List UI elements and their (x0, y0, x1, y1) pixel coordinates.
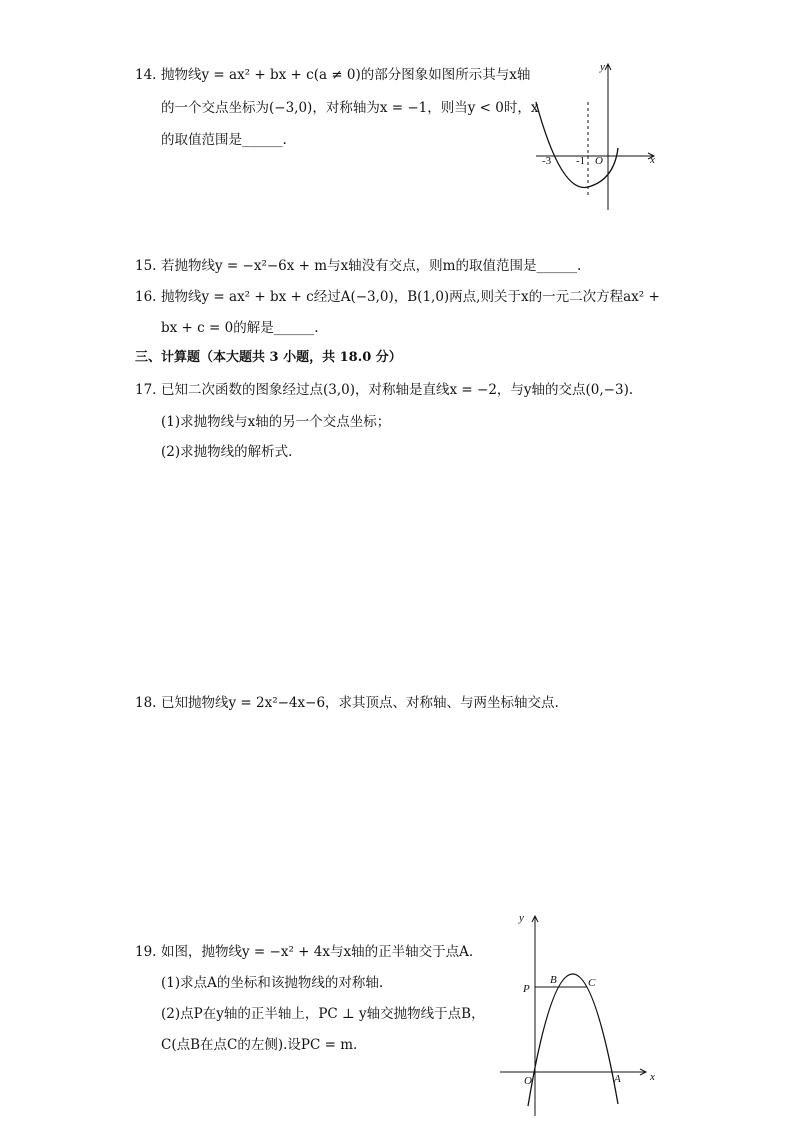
q14-label-o: O (595, 155, 603, 167)
q19-line1 (135, 943, 473, 961)
q14-figure (530, 58, 665, 213)
q16-line1 (135, 288, 660, 306)
q19-figure (498, 908, 660, 1118)
section-3-heading: 三、计算题（本大题共 3 小题，共 18.0 分） (135, 350, 402, 365)
q14-label-neg3: -3 (542, 155, 552, 167)
q15-line1 (135, 257, 581, 275)
q17-line2: (1)求抛物线与x轴的另一个交点坐标； (161, 414, 391, 430)
q14-label-y: y (600, 61, 605, 73)
q18-line1 (135, 694, 559, 712)
q19-text-1: 如图，抛物线y = −x² + 4x与x轴的正半轴交于点A. (161, 944, 474, 960)
q19-label-c: C (588, 977, 596, 989)
q14-label-neg1: -1 (576, 155, 586, 167)
q15-number: 15. (135, 258, 157, 274)
q14-line3: 的取值范围是______. (161, 132, 287, 148)
q14-line2: 的一个交点坐标为(−3,0)，对称轴为x = −1，则当y < 0时，x (161, 100, 539, 116)
q14-label-x: x (650, 154, 655, 166)
q16-line2: bx + c = 0的解是______. (161, 320, 319, 336)
q17-line1 (135, 381, 633, 399)
q16-number: 16. (135, 289, 157, 305)
q17-number: 17. (135, 382, 157, 398)
q18-text-1: 已知抛物线y = 2x²−4x−6，求其顶点、对称轴、与两坐标轴交点. (161, 695, 559, 711)
q19-line2: (1)求点A的坐标和该抛物线的对称轴. (161, 975, 384, 991)
q17-text-1: 已知二次函数的图象经过点(3,0)，对称轴是直线x = −2，与y轴的交点(0,−3). (161, 382, 634, 398)
q14-number: 14. (135, 67, 157, 83)
q19-line3: (2)点P在y轴的正半轴上，PC ⊥ y轴交抛物线于点B， (161, 1006, 485, 1022)
q18-number: 18. (135, 695, 157, 711)
q19-label-p: P (523, 983, 530, 995)
q19-line4: C(点B在点C的左侧).设PC = m. (161, 1037, 358, 1053)
q19-label-y: y (519, 912, 524, 924)
q14-text-1: 抛物线y = ax² + bx + c(a ≠ 0)的部分图象如图所示其与x轴 (161, 67, 531, 83)
q17-line3: (2)求抛物线的解析式. (161, 444, 293, 460)
q19-label-b: B (550, 974, 557, 986)
q14-line1 (135, 66, 530, 84)
q19-parabola (528, 974, 618, 1106)
q19-label-a: A (614, 1073, 621, 1085)
q16-text-1: 抛物线y = ax² + bx + c经过A(−3,0)，B(1,0)两点,则关于x的一元二次方程ax² + (161, 289, 660, 305)
q19-label-o: O (524, 1075, 532, 1087)
q19-number: 19. (135, 944, 157, 960)
q19-label-x: x (650, 1071, 655, 1083)
q14-parabola (536, 102, 618, 187)
q15-text-1: 若抛物线y = −x²−6x + m与x轴没有交点，则m的取值范围是______. (161, 258, 582, 274)
